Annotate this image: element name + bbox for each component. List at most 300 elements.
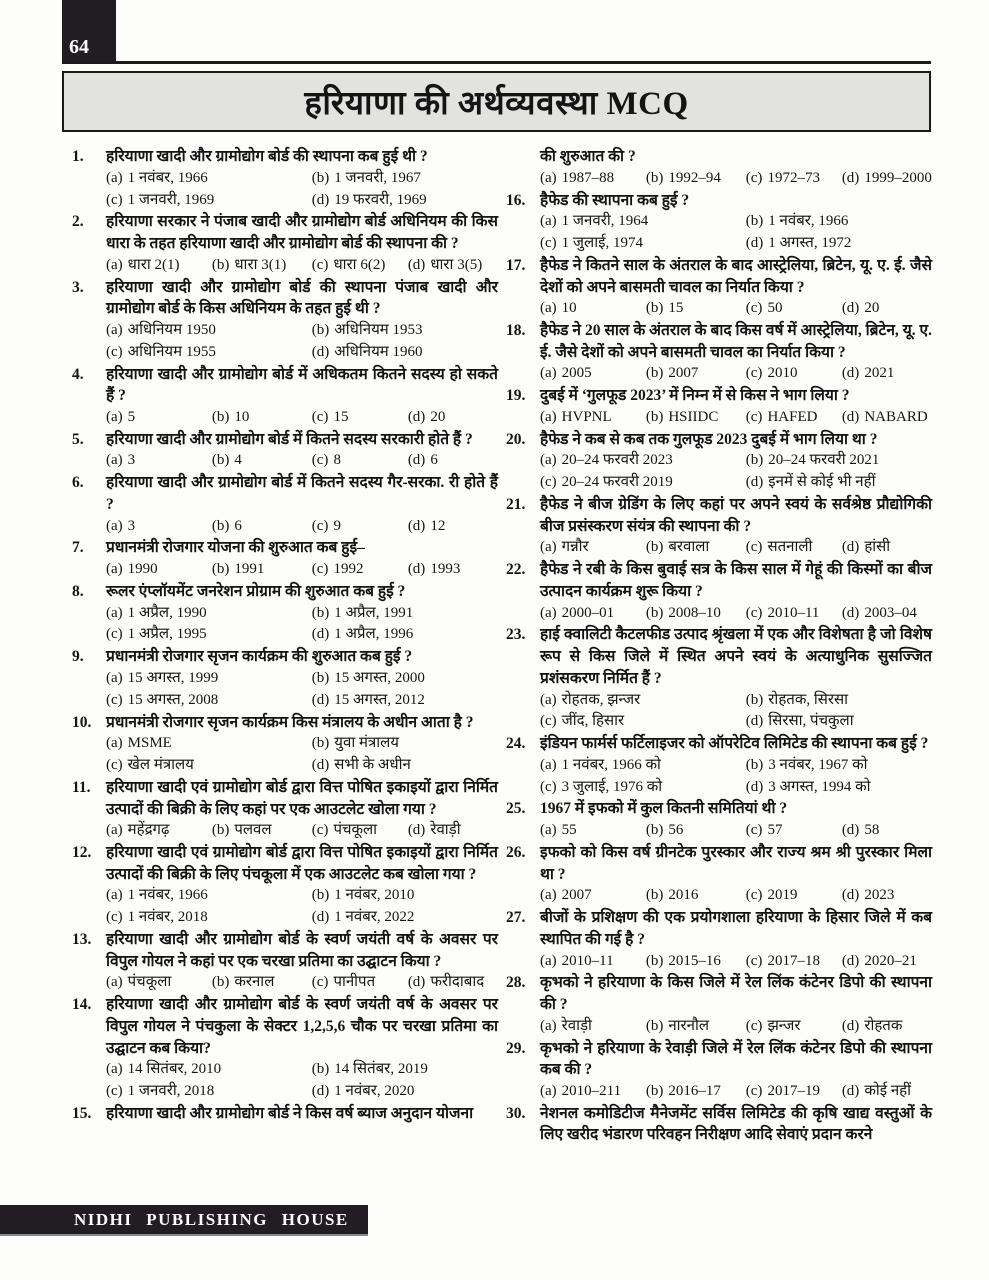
option-text: 2016–17 — [668, 1082, 721, 1099]
option — [646, 298, 746, 320]
option — [746, 537, 842, 559]
question-body — [540, 429, 932, 494]
question-text: हरियाणा खादी एवं ग्रामोद्योग बोर्ड द्वारा वित्त पोषित इकाइयों द्वारा निर्मित उत्पादों की बिक्री के लिए पंचकूला में एक आउटलेट कब खोला गया ? — [106, 844, 498, 883]
option-text: 1 जनवरी, 1964 — [561, 213, 649, 230]
option — [540, 363, 646, 385]
question-block — [506, 1103, 932, 1146]
option — [312, 255, 408, 277]
option — [540, 951, 646, 973]
option-label: (b) — [211, 517, 230, 534]
question-number: 2. — [72, 213, 84, 231]
question-number: 16. — [506, 191, 526, 209]
option-label: (b) — [311, 1061, 330, 1078]
option — [312, 1059, 498, 1081]
option-label: (a) — [106, 822, 123, 839]
option-text: इनमें से कोई भी नहीं — [768, 474, 876, 491]
options-grid — [106, 450, 498, 472]
option-text: 2020–21 — [864, 952, 917, 969]
option — [842, 1081, 932, 1103]
option-text: 1990 — [127, 561, 158, 578]
option — [746, 690, 932, 712]
option-text: 1 नवंबर, 2020 — [334, 1083, 415, 1100]
option — [408, 972, 498, 994]
option-label: (a) — [106, 887, 123, 904]
option-text: 1 अगस्त, 1972 — [768, 235, 852, 251]
option-label: (c) — [745, 604, 763, 621]
option-text: 1 जनवरी, 1969 — [127, 191, 215, 208]
options-grid — [540, 820, 932, 842]
option — [746, 363, 842, 385]
question-body — [106, 537, 498, 581]
option-label: (d) — [841, 300, 860, 317]
option-label: (b) — [645, 887, 664, 904]
option-text: HAFED — [767, 408, 818, 425]
option-text: 15 — [668, 300, 684, 317]
option — [312, 559, 408, 581]
option-text: 2017–19 — [767, 1082, 820, 1099]
option-text: 15 अगस्त, 2012 — [334, 691, 425, 708]
question-text: बीजों के प्रशिक्षण की एक प्रयोगशाला हरियाणा के हिसार जिले में कब स्थापित की गई है ? — [540, 909, 932, 948]
option — [646, 1081, 746, 1103]
option-text: 2008–10 — [668, 604, 721, 621]
option-label: (a) — [106, 256, 123, 273]
question-block — [506, 559, 932, 624]
option-label: (d) — [407, 974, 426, 991]
option — [408, 450, 498, 472]
option — [842, 951, 932, 973]
option-label: (a) — [106, 561, 123, 578]
option-text: अधिनियम 1953 — [334, 321, 423, 338]
option-text: 2017–18 — [767, 952, 820, 969]
question-body — [106, 429, 498, 473]
question-body — [106, 146, 498, 211]
option-text: 6 — [430, 452, 438, 469]
question-number: 7. — [72, 539, 84, 557]
option-label: (d) — [841, 952, 860, 969]
option-text: 15 — [333, 408, 349, 425]
question-number: 26. — [506, 843, 526, 861]
options-grid — [540, 298, 932, 320]
option — [646, 168, 746, 190]
option-text: फरीदाबाद — [430, 974, 485, 991]
question-body — [540, 255, 932, 320]
question-block — [72, 777, 498, 842]
options-grid — [540, 603, 932, 625]
option-label: (c) — [106, 757, 123, 773]
question-block — [72, 929, 498, 994]
option-label: (c) — [106, 691, 123, 708]
option-label: (c) — [311, 822, 329, 839]
option-label: (a) — [540, 756, 557, 773]
option — [312, 972, 408, 994]
option — [312, 885, 498, 907]
question-block — [72, 712, 498, 777]
question-block — [72, 994, 498, 1103]
option-label: (c) — [311, 452, 329, 469]
option-text: 14 सितंबर, 2010 — [127, 1061, 222, 1078]
option-label: (c) — [311, 256, 329, 273]
question-text: दुबई में ‘गुलफूड 2023’ में निम्न में से किस ने भाग लिया ? — [540, 387, 850, 405]
option-label: (c) — [745, 1017, 763, 1034]
option-text: 1 नवंबर, 2010 — [334, 887, 415, 904]
option-label: (b) — [645, 365, 664, 382]
option — [842, 537, 932, 559]
question-text: हाई क्वालिटी कैटलफीड उत्पाद श्रृंखला में एक और विशेषता है जो विशेष रूप से किस जिले में स्थित अपने स्वयं के अत्याधुनिक सुसज्जित प्रशंसकरण निर्मित हैं ? — [540, 626, 932, 687]
question-body — [540, 624, 932, 733]
option — [540, 603, 646, 625]
option — [842, 363, 932, 385]
option-text: 10 — [234, 408, 250, 425]
question-body — [540, 146, 932, 190]
option-label: (a) — [540, 691, 557, 708]
option-text: 1972–73 — [767, 169, 820, 186]
question-number: 15. — [72, 1104, 92, 1122]
option-text: रेवाड़ी — [561, 1017, 592, 1034]
option-label: (d) — [311, 909, 330, 926]
option-text: 2019 — [767, 887, 798, 904]
option-text: 3 नवंबर, 1967 को — [768, 756, 868, 773]
option — [746, 1016, 842, 1038]
option — [106, 450, 212, 472]
option-text: 20 — [864, 300, 880, 317]
option-text: 3 — [127, 452, 136, 469]
option — [540, 820, 646, 842]
question-text: इफको को किस वर्ष ग्रीनटेक पुरस्कार और राज्य श्रम श्री पुरस्कार मिला था ? — [540, 843, 932, 883]
question-block — [72, 277, 498, 364]
header-rule — [62, 61, 931, 64]
question-body — [106, 1103, 498, 1125]
option-text: 1 अप्रैल, 1991 — [334, 604, 414, 621]
options-grid — [540, 1081, 932, 1103]
option — [312, 755, 498, 777]
options-grid — [540, 537, 932, 559]
option-text: अधिनियम 1950 — [127, 321, 216, 338]
question-text: प्रधानमंत्री रोजगार सृजन कार्यक्रम किस मंत्रालय के अधीन आता है ? — [106, 713, 474, 731]
option-label: (c) — [540, 474, 557, 491]
question-number: 25. — [506, 800, 526, 818]
question-number: 1. — [72, 148, 84, 165]
option-text: 2016 — [668, 887, 699, 904]
option — [540, 1081, 646, 1103]
question-body — [540, 320, 932, 385]
options-grid — [540, 690, 932, 734]
option-text: 55 — [561, 822, 577, 839]
option-text: 20–24 फरवरी 2023 — [561, 452, 673, 469]
option — [746, 885, 842, 907]
option — [746, 711, 932, 733]
option-label: (a) — [540, 408, 557, 425]
option-text: 1 अप्रैल, 1995 — [127, 626, 207, 643]
option-label: (d) — [841, 539, 860, 556]
option — [842, 885, 932, 907]
options-grid — [540, 168, 932, 190]
option-label: (a) — [540, 365, 557, 382]
option — [746, 777, 932, 799]
option-label: (d) — [311, 757, 330, 773]
option-label: (d) — [311, 691, 330, 708]
option-text: 1987–88 — [561, 169, 615, 186]
option-label: (b) — [311, 669, 330, 686]
option-label: (c) — [311, 408, 329, 425]
option — [408, 559, 498, 581]
question-text: हैफेड ने कब से कब तक गुलफूड 2023 दुबई में भाग लिया था ? — [540, 430, 878, 448]
option-label: (c) — [540, 713, 557, 730]
question-text: 1967 में इफको में कुल कितनी समितियां थी ? — [540, 800, 788, 818]
question-number: 11. — [72, 778, 91, 796]
option-text: 1 जनवरी, 1967 — [334, 169, 421, 186]
question-text: प्रधानमंत्री रोजगार सृजन कार्यक्रम की शुरुआत कब हुई ? — [106, 648, 413, 666]
question-number: 4. — [72, 365, 84, 383]
option-text: 2010–211 — [561, 1082, 622, 1099]
options-grid — [106, 885, 498, 929]
option — [312, 668, 498, 690]
question-body — [540, 1038, 932, 1103]
option-label: (c) — [745, 365, 763, 382]
option-label: (b) — [745, 756, 764, 773]
option-text: 9 — [333, 517, 341, 534]
option-label: (c) — [745, 952, 763, 969]
option-text: 57 — [767, 822, 783, 839]
question-text: हरियाणा खादी और ग्रामोद्योग बोर्ड के स्वर्ण जयंती वर्ष के अवसर पर विपुल गोयल ने पंचकुला के सेक्टर 1,2,5,6 चौक पर चरखा प्रतिमा का उद्घाटन कब किया? — [106, 996, 498, 1057]
option-label: (c) — [106, 1083, 123, 1100]
option — [540, 472, 746, 494]
option — [408, 516, 498, 538]
option — [312, 342, 498, 364]
options-grid — [540, 363, 932, 385]
option-text: 1999–2000 — [864, 169, 932, 186]
publisher-bar — [0, 1205, 368, 1236]
question-body — [106, 777, 498, 842]
title-box — [62, 71, 931, 132]
option-label: (b) — [311, 321, 330, 338]
option-text: हांसी — [864, 539, 891, 556]
questions-area — [72, 146, 932, 1146]
option — [746, 298, 842, 320]
question-body — [540, 190, 932, 255]
options-grid — [540, 755, 932, 799]
option-text: 2000–01 — [561, 604, 615, 621]
option-text: NABARD — [864, 408, 928, 425]
option-text: जींद, हिसार — [561, 713, 625, 730]
option-text: कोई नहीं — [864, 1082, 912, 1099]
option-text: अधिनियम 1955 — [127, 343, 216, 360]
option-label: (c) — [745, 887, 763, 904]
option-text: 2021 — [864, 365, 895, 382]
option-label: (d) — [841, 365, 860, 382]
option-label: (b) — [211, 408, 230, 425]
option — [646, 885, 746, 907]
question-body — [106, 581, 498, 646]
option-label: (b) — [211, 822, 230, 839]
option-label: (c) — [745, 169, 763, 186]
option-text: 1992 — [333, 561, 364, 578]
question-text: हरियाणा खादी और ग्रामोद्योग बोर्ड में कितने सदस्य गैर-सरका. री होते हैं ? — [106, 474, 498, 513]
question-number: 20. — [506, 430, 526, 448]
option — [312, 1081, 498, 1103]
option-label: (a) — [540, 169, 557, 186]
question-block — [506, 146, 932, 190]
option-label: (d) — [745, 235, 764, 251]
options-grid — [540, 1016, 932, 1038]
option-text: 15 अगस्त, 2000 — [334, 669, 425, 686]
option-label: (a) — [106, 169, 123, 186]
option-label: (a) — [540, 822, 557, 839]
question-number: 17. — [506, 256, 526, 274]
option-label: (d) — [407, 561, 426, 578]
option-label: (b) — [211, 974, 230, 991]
option — [842, 407, 932, 429]
question-block — [72, 146, 498, 211]
question-body — [540, 1103, 932, 1146]
option-label: (b) — [645, 604, 664, 621]
option-text: धारा 3(1) — [234, 256, 287, 273]
option — [842, 603, 932, 625]
option-text: 1 नवंबर, 1966 को — [561, 756, 661, 773]
option — [312, 168, 498, 190]
option — [312, 907, 498, 929]
option — [746, 820, 842, 842]
option — [212, 972, 312, 994]
options-grid — [106, 407, 498, 429]
option — [106, 190, 312, 212]
option-text: पलवल — [234, 822, 272, 839]
option-label: (b) — [211, 452, 230, 469]
option — [540, 537, 646, 559]
option-text: सतनाली — [767, 539, 813, 556]
option — [106, 559, 212, 581]
question-text: कृभको ने हरियाणा के किस जिले में रेल लिंक कंटेनर डिपो की स्थापना की ? — [540, 974, 932, 1014]
question-block — [506, 320, 932, 385]
option-label: (a) — [106, 321, 123, 338]
options-grid — [106, 1059, 498, 1103]
option-label: (b) — [311, 735, 330, 752]
option-label: (d) — [841, 169, 860, 186]
option — [106, 972, 212, 994]
option-text: नारनौल — [668, 1017, 710, 1034]
options-grid — [106, 320, 498, 364]
page-number-block — [62, 0, 116, 62]
question-block — [506, 733, 932, 798]
option-text: HSIIDC — [668, 408, 719, 425]
options-grid — [540, 450, 932, 494]
option — [212, 516, 312, 538]
option-label: (b) — [745, 452, 764, 469]
question-body — [106, 472, 498, 537]
question-number: 23. — [506, 626, 526, 644]
option-text: 12 — [430, 517, 446, 534]
option-label: (c) — [540, 235, 557, 251]
option — [646, 363, 746, 385]
question-block — [506, 494, 932, 559]
option-label: (a) — [540, 539, 557, 556]
option-text: 2010–11 — [561, 952, 614, 969]
option-label: (d) — [841, 822, 860, 839]
option — [312, 603, 498, 625]
option-text: 20–24 फरवरी 2021 — [768, 452, 880, 469]
question-block — [506, 385, 932, 429]
options-grid — [106, 255, 498, 277]
option — [312, 407, 408, 429]
question-block — [506, 624, 932, 733]
option-text: 2015–16 — [668, 952, 721, 969]
option-text: करनाल — [234, 974, 275, 991]
option — [106, 1059, 312, 1081]
option — [842, 1016, 932, 1038]
question-text: हैफेड ने रबी के किस बुवाई सत्र के किस साल में गेहूं की किस्मों का बीज उत्पादन कार्यक्रम शुरू किया ? — [540, 561, 932, 600]
option-label: (b) — [645, 1082, 664, 1099]
option — [106, 885, 312, 907]
question-block — [72, 581, 498, 646]
option — [646, 1016, 746, 1038]
option-label: (b) — [645, 169, 664, 186]
option — [408, 255, 498, 277]
options-grid — [106, 603, 498, 647]
question-body — [106, 277, 498, 364]
option-text: 2005 — [561, 365, 592, 382]
option-label: (a) — [106, 408, 123, 425]
option-label: (c) — [540, 778, 557, 795]
option-label: (a) — [540, 213, 557, 230]
option — [106, 407, 212, 429]
option-text: रेवाड़ी — [430, 822, 461, 839]
option-text: 2010–11 — [767, 604, 820, 621]
option — [312, 450, 408, 472]
option-label: (c) — [106, 191, 123, 208]
option-text: 14 सितंबर, 2019 — [334, 1061, 428, 1078]
option-text: अधिनियम 1960 — [334, 343, 423, 360]
option — [212, 820, 312, 842]
option-label: (b) — [311, 887, 330, 904]
option-label: (b) — [645, 952, 664, 969]
options-grid — [106, 820, 498, 842]
question-number: 18. — [506, 322, 526, 339]
question-body — [540, 907, 932, 972]
option-label: (b) — [311, 169, 330, 186]
page-number: 64 — [69, 36, 89, 58]
options-grid — [106, 668, 498, 712]
option-text: धारा 6(2) — [333, 256, 386, 273]
question-body — [106, 712, 498, 777]
option-text: 1991 — [234, 561, 265, 578]
option-text: 58 — [864, 822, 880, 839]
question-text: कृभको ने हरियाणा के रेवाड़ी जिले में रेल लिंक कंटेनर डिपो की स्थापना कब की ? — [540, 1039, 932, 1079]
option-text: 2010 — [767, 365, 798, 382]
option-label: (d) — [407, 822, 426, 839]
option-text: खेल मंत्रालय — [127, 757, 194, 773]
question-number: 12. — [72, 844, 92, 861]
question-number: 24. — [506, 735, 526, 753]
option — [746, 755, 932, 777]
option-label: (b) — [211, 561, 230, 578]
question-block — [72, 537, 498, 581]
options-grid — [106, 168, 498, 212]
question-body — [540, 733, 932, 798]
option-label: (c) — [106, 909, 123, 926]
option-label: (d) — [407, 256, 426, 273]
options-grid — [106, 972, 498, 994]
option-label: (c) — [745, 822, 763, 839]
question-number: 27. — [506, 909, 526, 927]
option — [842, 820, 932, 842]
question-number: 10. — [72, 713, 92, 731]
option-text: 1 नवंबर, 2022 — [334, 909, 415, 926]
option-label: (c) — [745, 300, 763, 317]
option-label: (c) — [106, 626, 123, 643]
option — [106, 168, 312, 190]
option-text: 3 जुलाई, 1976 को — [561, 778, 663, 795]
option — [408, 820, 498, 842]
question-body — [106, 211, 498, 276]
